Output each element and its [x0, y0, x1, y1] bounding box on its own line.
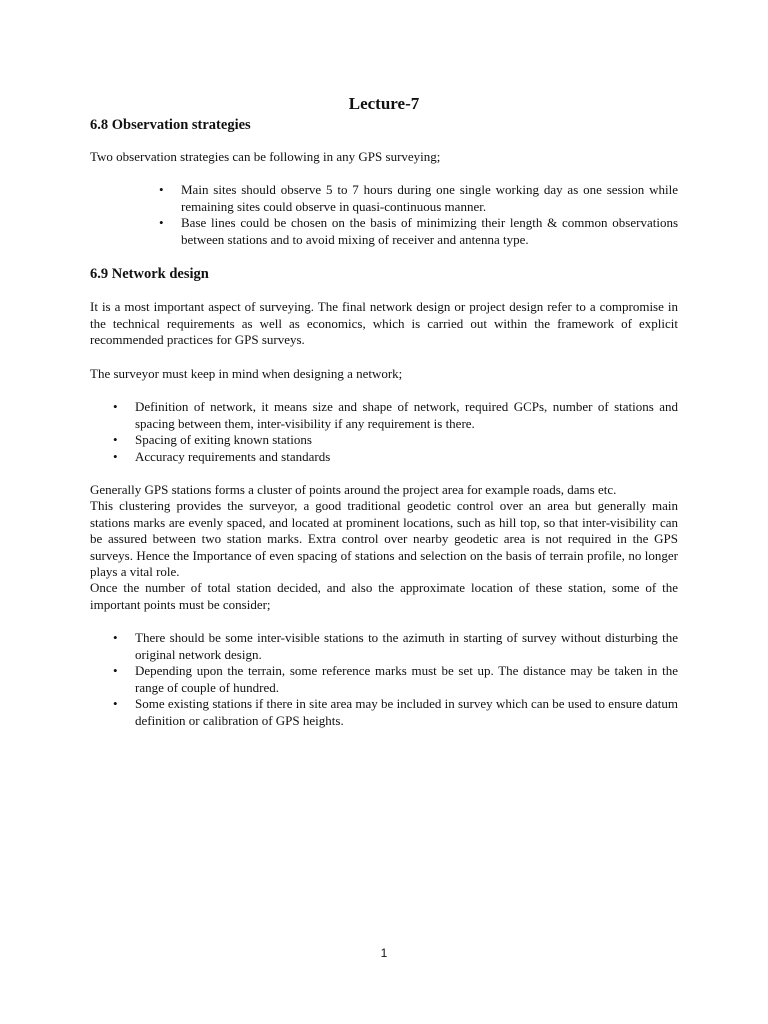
list-item-text: Main sites should observe 5 to 7 hours during one single working day as one session while remaining sites could observe in quasi-continuous manner. — [181, 182, 678, 214]
document-page — [90, 0, 678, 1024]
bullet-icon: • — [113, 399, 118, 414]
list-item — [159, 215, 678, 248]
cluster-paragraph-first-line: Generally GPS stations forms a cluster of points around the project area for example roads, dams etc. — [90, 482, 617, 497]
list-item-text: Some existing stations if there in site area may be included in survey which can be used to ensure datum definition or calibration of GPS heights. — [135, 696, 678, 728]
page-number: 1 — [380, 946, 388, 960]
bullet-icon: • — [159, 215, 164, 230]
list-item — [113, 696, 678, 729]
list-item-text: Spacing of exiting known stations — [135, 432, 312, 447]
list-item-text: There should be some inter-visible stations to the azimuth in starting of survey without disturbing the original network design. — [135, 630, 678, 662]
list-item — [113, 663, 678, 696]
list-item — [113, 630, 678, 663]
section-heading-observation-strategies: 6.8 Observation strategies — [90, 117, 251, 133]
bullet-icon: • — [113, 432, 118, 447]
list-item — [159, 182, 678, 215]
cluster-paragraph-body: This clustering provides the surveyor, a good traditional geodetic control over an area but generally main stations marks are evenly spaced, and located at prominent locations, such as hill top, so that inter-visibility can be assured between two station marks. Extra control over nearby geodetic area is not required in the GPS surveys. Hence the Importance of even spacing of stations and selection on the basis of terrain profile, no longer plays a vital role. — [90, 498, 678, 579]
list-item-text: Depending upon the terrain, some reference marks must be set up. The distance may be taken in the range of couple of hundred. — [135, 663, 678, 695]
bullet-icon: • — [113, 696, 118, 711]
list-item-text: Definition of network, it means size and shape of network, required GCPs, number of stations and spacing between them, inter-visibility if any requirement is there. — [135, 399, 678, 431]
important-points-intro: Once the number of total station decided, and also the approximate location of these station, some of the important points must be consider; — [90, 580, 678, 612]
list-item — [113, 448, 678, 466]
observation-bullet-list — [159, 182, 678, 248]
bullet-icon: • — [113, 663, 118, 678]
section-heading-network-design: 6.9 Network design — [90, 266, 209, 282]
list-item-text: Accuracy requirements and standards — [135, 448, 331, 464]
bullet-icon: • — [113, 448, 118, 464]
list-item-text: Base lines could be chosen on the basis of minimizing their length & common observations between stations and to avoid mixing of receiver and antenna type. — [181, 215, 678, 247]
list-item — [113, 432, 678, 449]
important-points-list — [113, 630, 678, 729]
network-considerations-intro: The surveyor must keep in mind when designing a network; — [90, 366, 403, 381]
network-design-paragraph: It is a most important aspect of surveying. The final network design or project design refer to a compromise in the technical requirements as well as economics, which is carried out within the framework of explicit recommended practices for GPS surveys. — [90, 299, 678, 347]
list-item — [113, 399, 678, 432]
network-considerations-list — [113, 399, 678, 465]
bullet-icon: • — [113, 630, 118, 645]
lecture-title: Lecture-7 — [348, 94, 420, 113]
bullet-icon: • — [159, 182, 164, 197]
observation-intro: Two observation strategies can be following in any GPS surveying; — [90, 149, 441, 164]
